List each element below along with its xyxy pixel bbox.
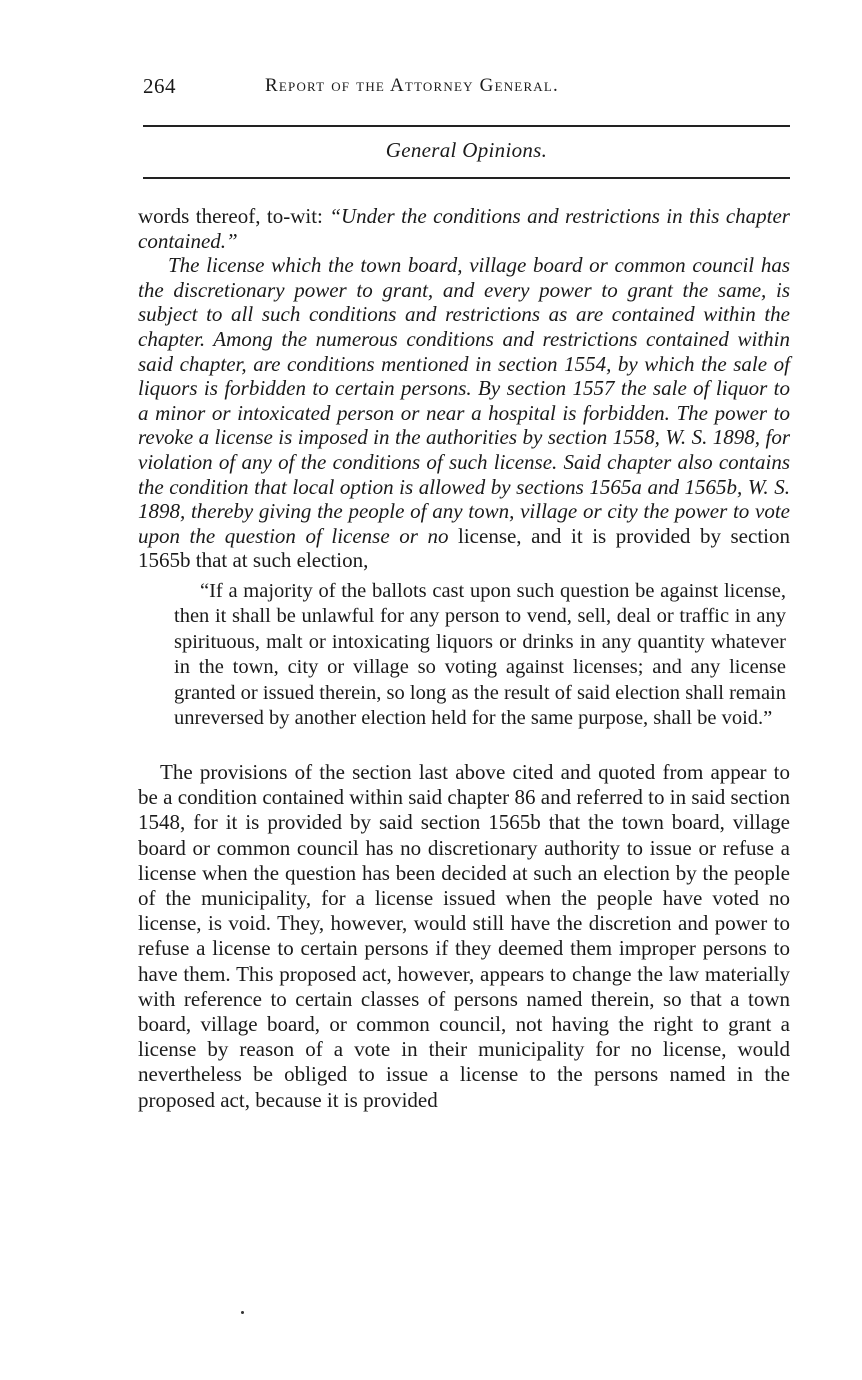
header-rule-top: [143, 125, 790, 127]
paragraph-2-roman: license, and it is provided by section 1565b that at such election,: [138, 523, 790, 573]
report-title: Report of the Attorney General.: [265, 75, 559, 96]
paragraph-1-intro: words thereof, to-wit:: [138, 204, 330, 228]
header-rule-bottom: [143, 177, 790, 179]
paragraph-2: [138, 253, 790, 573]
print-speck: [241, 1311, 244, 1314]
running-head: [143, 74, 790, 104]
paragraph-1-quote: “Under the conditions and restrictions in this chapter contained.”: [138, 204, 790, 253]
block-quote: “If a majority of the ballots cast upon such question be against license, then it shall be unlawful for any person to vend, sell, deal or traffic in any spirituous, malt or intoxicating liquors or drinks in any quantity whatever in the town, city or village so voting against licenses; and any license granted or issued therein, so long as the result of said election shall remain unreversed by another election held for the same purpose, shall be void.”: [174, 579, 786, 730]
page-number: 264: [143, 74, 176, 98]
paragraph-1: [138, 204, 790, 253]
body-text: [138, 204, 790, 1113]
paragraph-3: The provisions of the section last above cited and quoted from appear to be a condition contained within said chapter 86 and referred to in said section 1548, for it is provided by said section 1565b that the town board, village board or common council has no discretionary authority to issue or refuse a license when the question has been decided at such an election by the people of the municipality, for a license issued when the people have voted no license, is void. They, however, would still have the discretion and power to refuse a license to certain persons if they deemed them improper persons to have them. This proposed act, however, appears to change the law materially with reference to certain classes of persons named therein, so that a town board, village board, or common council, not having the right to grant a license by reason of a vote in their municipality for no license, would nevertheless be obliged to issue a license to the persons named in the proposed act, because it is provided: [138, 759, 790, 1112]
section-title: General Opinions.: [385, 138, 548, 162]
paragraph-2-italic: The license which the town board, village board or common council has the discretionary power to grant, and every power to grant the same, is subject to all such conditions and restrictions as are contained within the chapter. Among the numerous conditions and restrictions contained within said chapter, are conditions mentioned in section 1554, by which the sale of liquors is forbidden to certain persons. By section 1557 the sale of liquor to a minor or intoxicated person or near a hospital is forbidden. The power to revoke a license is imposed in the authorities by section 1558, W. S. 1898, for violation of any of the conditions of such license. Said chapter also contains the condition that local option is allowed by sections 1565a and 1565b, W. S. 1898, thereby giving the people of any town, village or city the power to vote upon the question of license or no: [138, 253, 790, 548]
